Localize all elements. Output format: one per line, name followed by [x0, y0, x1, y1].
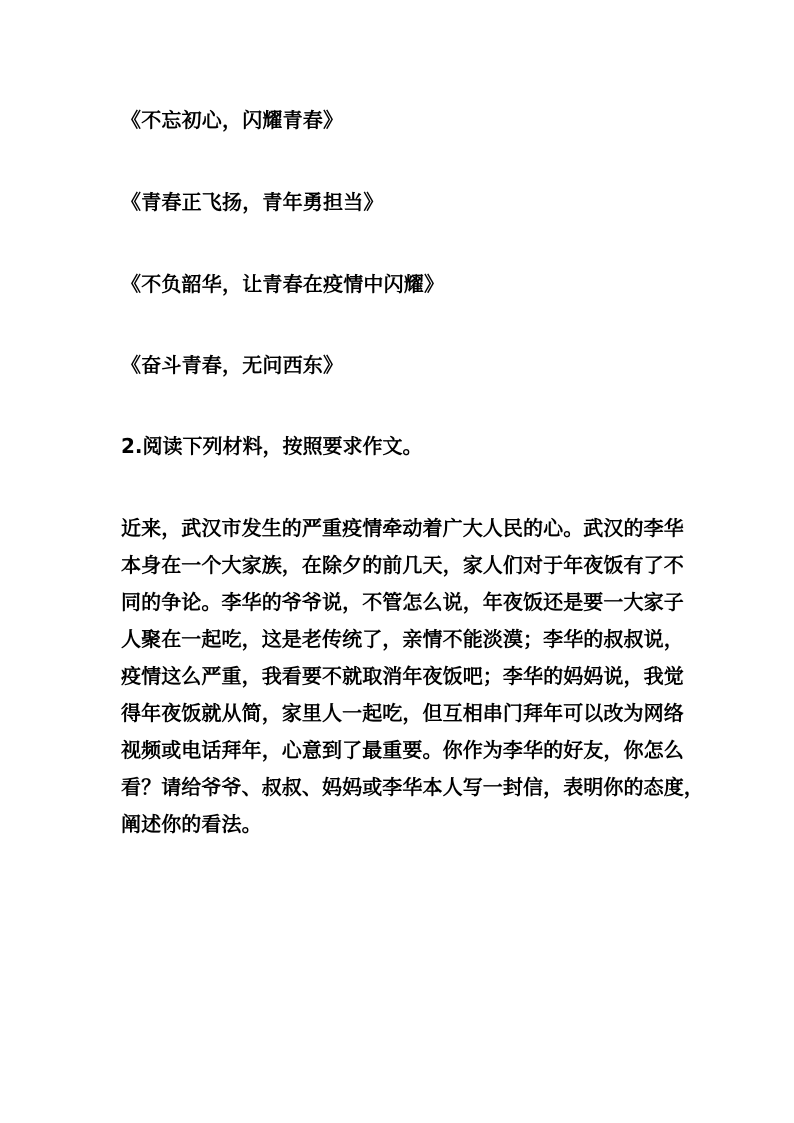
essay-title-1: 《不忘初心，闪耀青春》 [121, 108, 344, 132]
essay-title-4: 《奋斗青春，无问西东》 [121, 353, 344, 377]
material-line: 看？请给爷爷、叔叔、妈妈或李华本人写一封信，表明你的态度， [121, 775, 704, 799]
question-heading: 2.阅读下列材料，按照要求作文。 [121, 434, 423, 458]
material-line: 同的争论。李华的爷爷说，不管怎么说，年夜饭还是要一大家子 [121, 590, 684, 614]
material-line: 疫情这么严重，我看要不就取消年夜饭吧；李华的妈妈说，我觉 [121, 664, 684, 688]
material-line: 本身在一个大家族，在除夕的前几天，家人们对于年夜饭有了不 [121, 553, 684, 577]
essay-title-3: 《不负韶华，让青春在疫情中闪耀》 [121, 272, 445, 296]
material-line: 近来，武汉市发生的严重疫情牵动着广大人民的心。武汉的李华 [121, 516, 684, 540]
material-line: 人聚在一起吃，这是老传统了，亲情不能淡漠；李华的叔叔说， [121, 627, 684, 651]
material-paragraph [121, 510, 704, 843]
material-line: 视频或电话拜年，心意到了最重要。你作为李华的好友，你怎么 [121, 738, 684, 762]
material-line: 得年夜饭就从简，家里人一起吃，但互相串门拜年可以改为网络 [121, 701, 684, 725]
essay-title-2: 《青春正飞扬，青年勇担当》 [121, 190, 384, 214]
material-line: 阐述你的看法。 [121, 812, 262, 836]
